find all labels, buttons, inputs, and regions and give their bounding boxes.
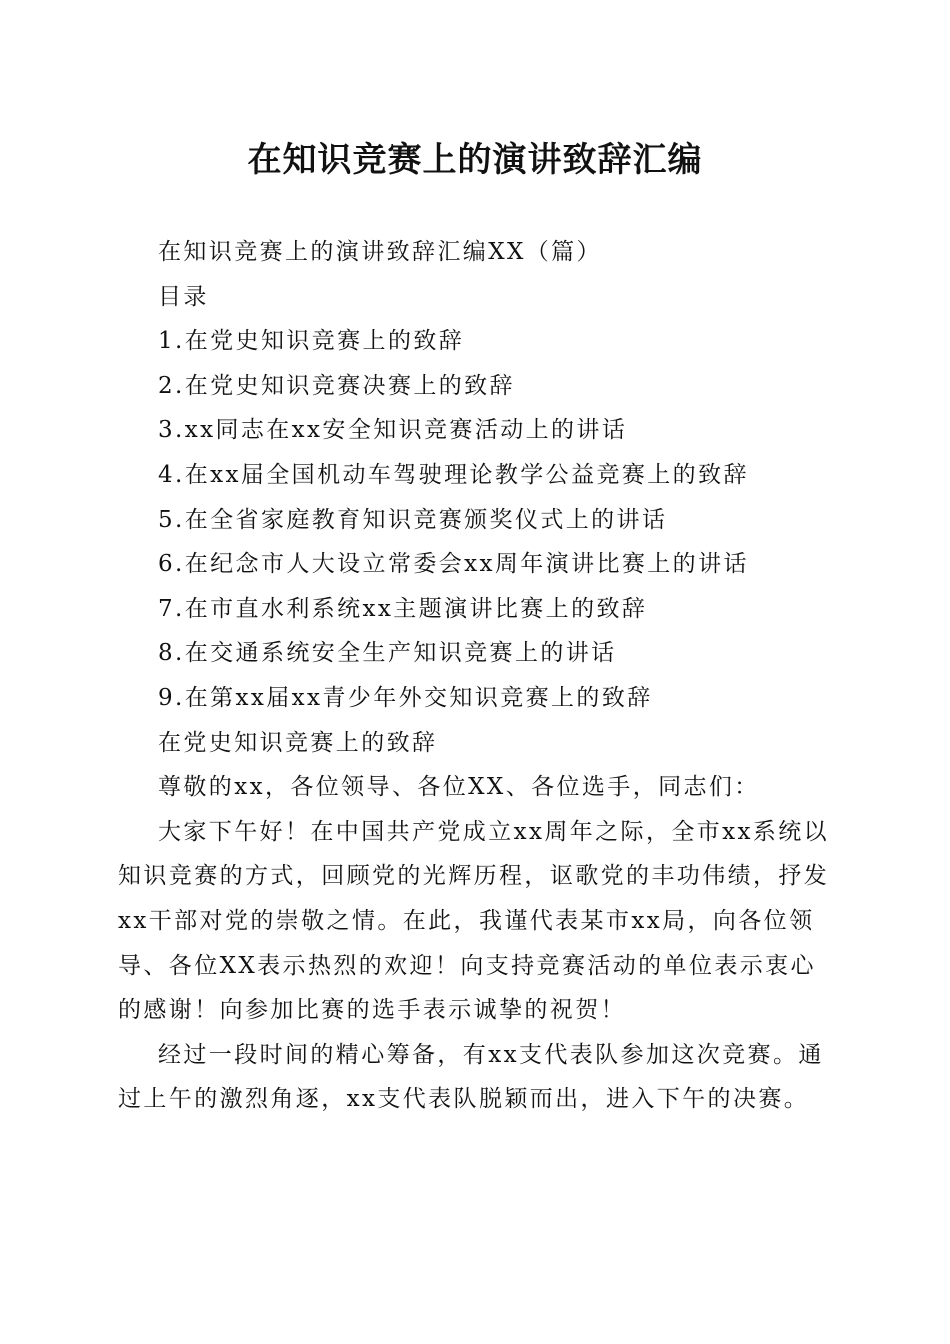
document-body <box>118 230 838 1122</box>
toc-item: 4.在xx届全国机动车驾驶理论教学公益竞赛上的致辞 <box>158 461 749 488</box>
body-paragraph: 经过一段时间的精心筹备，有xx支代表队参加这次竞赛。通过上午的激烈角逐，xx支代表队脱颖而出，进入下午的决赛。 <box>118 1041 824 1113</box>
toc-item: 8.在交通系统安全生产知识竞赛上的讲话 <box>158 640 617 667</box>
toc-item: 6.在纪念市人大设立常委会xx周年演讲比赛上的讲话 <box>158 551 749 578</box>
toc-item: 3.xx同志在xx安全知识竞赛活动上的讲话 <box>158 417 628 444</box>
toc-item: 2.在党史知识竞赛决赛上的致辞 <box>158 372 515 399</box>
body-paragraph: 大家下午好！在中国共产党成立xx周年之际，全市xx系统以知识竞赛的方式，回顾党的光辉历程，讴歌党的丰功伟绩，抒发xx干部对党的崇敬之情。在此，我谨代表某市xx局，向各位领导、各位XX表示热烈的欢迎！向支持竞赛活动的单位表示衷心的感谢！向参加比赛的选手表示诚挚的祝贺！ <box>118 818 830 1024</box>
section-title: 在党史知识竞赛上的致辞 <box>158 729 438 756</box>
toc-heading: 目录 <box>158 283 209 310</box>
toc-item: 9.在第xx届xx青少年外交知识竞赛上的致辞 <box>158 684 653 711</box>
toc-item: 1.在党史知识竞赛上的致辞 <box>158 328 465 355</box>
toc-item: 5.在全省家庭教育知识竞赛颁奖仪式上的讲话 <box>158 506 668 533</box>
toc-item: 7.在市直水利系统xx主题演讲比赛上的致辞 <box>158 595 648 622</box>
document-subtitle: 在知识竞赛上的演讲致辞汇编XX（篇） <box>158 239 602 265</box>
document-title: 在知识竞赛上的演讲致辞汇编 <box>247 140 703 180</box>
salutation: 尊敬的xx，各位领导、各位XX、各位选手，同志们： <box>158 774 760 801</box>
